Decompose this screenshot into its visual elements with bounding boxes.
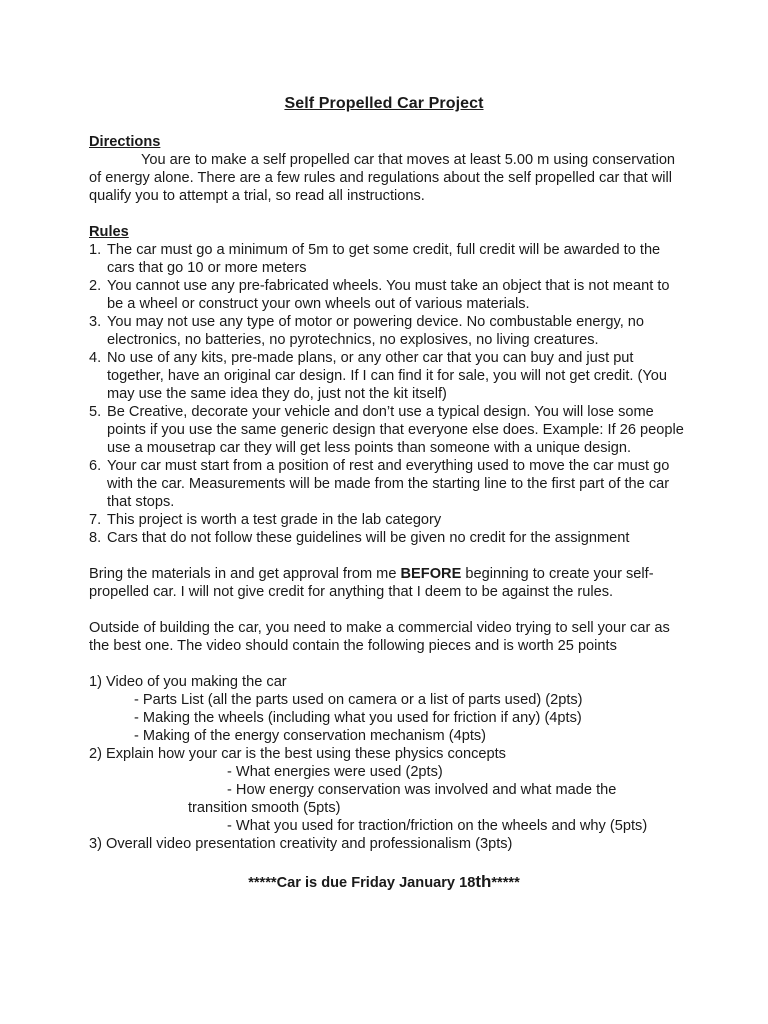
video-part-1-item: - Making the wheels (including what you used for friction if any) (4pts) — [134, 710, 582, 726]
rule-item — [89, 277, 689, 313]
approval-text-after: beginning to create your self-propelled car. I will not give credit for anything that I deem to be against the rules. — [89, 566, 654, 600]
rule-text: You may not use any type of motor or powering device. No combustable energy, no electronics, no batteries, no pyrotechnics, no explosives, no living creatures. — [107, 314, 645, 348]
video-intro-paragraph: Outside of building the car, you need to make a commercial video trying to sell your car as the best one. The video should contain the following pieces and is worth 25 points — [89, 620, 670, 654]
video-part-3: 3) Overall video presentation creativity and professionalism (3pts) — [89, 836, 513, 852]
video-part-2-item: - How energy conservation was involved and what made the — [227, 782, 617, 798]
approval-text-before: Bring the materials in and get approval from me — [89, 566, 401, 582]
directions-heading: Directions — [89, 134, 161, 150]
rule-number: 4. — [89, 350, 102, 366]
video-part-1-item: - Making of the energy conservation mechanism (4pts) — [134, 728, 487, 744]
spacer — [89, 601, 689, 619]
video-part-2-item-continued: transition smooth (5pts) — [188, 800, 341, 816]
rule-number: 2. — [89, 278, 102, 294]
document-body — [89, 133, 689, 892]
rule-number: 5. — [89, 404, 102, 420]
spacer — [89, 655, 689, 673]
rule-number: 3. — [89, 314, 102, 330]
video-part-1: 1) Video of you making the car — [89, 674, 287, 690]
rule-text: You cannot use any pre-fabricated wheels. You must take an object that is not meant to be a wheel or construct your own wheels out of various materials. — [107, 278, 670, 312]
rule-item — [89, 511, 689, 529]
video-part-2-item: - What you used for traction/friction on the wheels and why (5pts) — [227, 818, 648, 834]
rule-number: 6. — [89, 458, 102, 474]
spacer — [89, 547, 689, 565]
rule-item — [89, 349, 689, 403]
approval-paragraph — [89, 565, 689, 601]
approval-emphasis: BEFORE — [400, 566, 462, 582]
rule-text: The car must go a minimum of 5m to get some credit, full credit will be awarded to the cars that go 10 or more meters — [107, 242, 661, 276]
rule-number: 7. — [89, 512, 102, 528]
rule-item — [89, 241, 689, 277]
page-title: Self Propelled Car Project — [284, 95, 484, 112]
rule-text: Your car must start from a position of rest and everything used to move the car must go with the car. Measurements will be made from the starting line to the first part of the car that stops. — [107, 458, 670, 510]
rule-number: 8. — [89, 530, 102, 546]
due-date-text: *****Car is due Friday January 18 — [248, 875, 476, 891]
rule-text: Cars that do not follow these guidelines will be given no credit for the assignment — [107, 530, 630, 546]
rules-list — [89, 241, 689, 547]
rule-text: No use of any kits, pre-made plans, or any other car that you can buy and just put together, have an original car design. If I can find it for sale, you will not get credit. (You may use the same idea they do, just not the kit itself) — [107, 350, 668, 402]
rule-text: This project is worth a test grade in the lab category — [107, 512, 442, 528]
video-part-2: 2) Explain how your car is the best using these physics concepts — [89, 746, 506, 762]
rules-heading: Rules — [89, 224, 129, 240]
video-part-1-item: - Parts List (all the parts used on camera or a list of parts used) (2pts) — [134, 692, 583, 708]
directions-text: You are to make a self propelled car that moves at least 5.00 m using conservation of energy alone. There are a few rules and regulations about the self propelled car that will qualify you to attempt a trial, so read all instructions. — [89, 152, 676, 204]
due-date-stars: ***** — [491, 875, 520, 891]
due-date-ordinal: th — [475, 872, 492, 891]
rule-item — [89, 403, 689, 457]
rule-number: 1. — [89, 242, 102, 258]
rule-text: Be Creative, decorate your vehicle and don’t use a typical design. You will lose some points if you use the same generic design that everyone else does. Example: If 26 people use a mousetrap car they will get less points than someone with a unique design. — [107, 404, 684, 456]
rule-item — [89, 529, 689, 547]
video-part-2-item: - What energies were used (2pts) — [227, 764, 443, 780]
rule-item — [89, 457, 689, 511]
spacer — [89, 205, 689, 223]
rule-item — [89, 313, 689, 349]
due-date-notice — [89, 873, 679, 892]
